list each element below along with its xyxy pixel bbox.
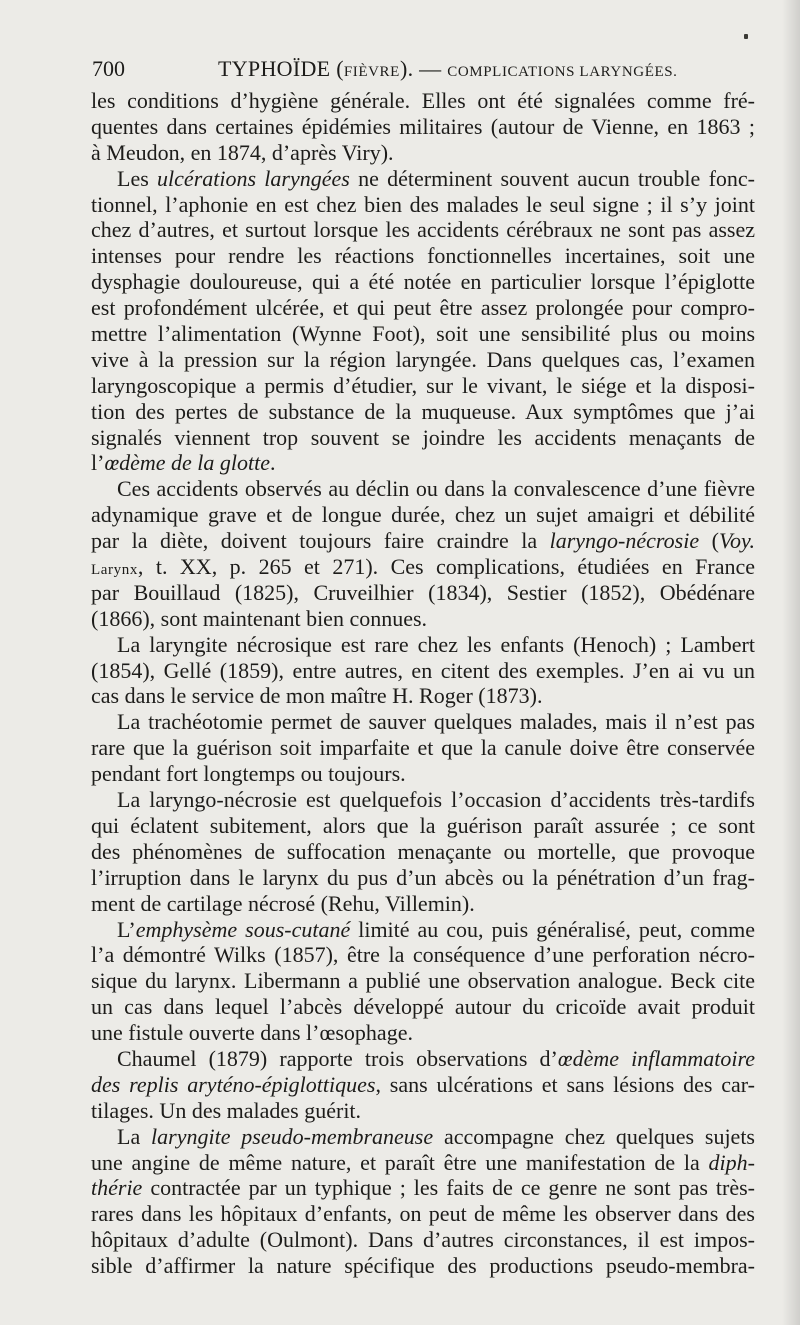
text-line bbox=[91, 917, 755, 943]
text-line: l’irruption dans le larynx du pus d’un abcès ou la pénétration d’un frag- bbox=[91, 864, 755, 890]
text-line: La laryngite nécrosique est rare chez les enfants (Henoch) ; Lambert bbox=[117, 631, 755, 657]
running-title-separator: ). — bbox=[399, 56, 448, 81]
text-line: tilages. Un des malades guérit. bbox=[91, 1097, 362, 1123]
italic-term: ulcérations laryngées bbox=[157, 165, 350, 191]
text-line: (1866), sont maintenant bien connues. bbox=[91, 605, 428, 631]
text-line: hôpitaux d’adulte (Oulmont). Dans d’autres circonstances, il est impos- bbox=[91, 1227, 755, 1253]
text-run: par la diète, doivent toujours faire craindre la bbox=[91, 528, 550, 554]
text-line bbox=[91, 554, 755, 580]
text-line: les conditions d’hygiène générale. Elles ont été signalées comme fré- bbox=[91, 88, 755, 113]
italic-term: œdème inflammatoire bbox=[557, 1045, 756, 1071]
text-line: signalés viennent trop souvent se joindre les accidents menaçants de bbox=[91, 424, 755, 450]
text-run: , t. XX, p. 265 et 271). Ces complications, étudiées en France bbox=[137, 554, 755, 580]
text-line: rares dans les hôpitaux d’enfants, on peut de même les observer dans des bbox=[91, 1201, 755, 1227]
text-line: qui éclatent subitement, alors que la guérison paraît assurée ; ce sont bbox=[91, 812, 755, 838]
text-line bbox=[91, 1150, 755, 1176]
text-run: , sans ulcérations et sans lésions des car- bbox=[375, 1071, 755, 1097]
text-line: ment de cartilage nécrosé (Rehu, Villemin). bbox=[91, 890, 475, 916]
text-line: (1854), Gellé (1859), entre autres, en citent des exemples. J’en ai vu un bbox=[91, 657, 755, 683]
text-run: Les bbox=[117, 165, 158, 191]
text-line: La trachéotomie permet de sauver quelques malades, mais il n’est pas bbox=[117, 709, 755, 735]
page-number: 700 bbox=[92, 56, 125, 81]
text-run: ( bbox=[699, 528, 719, 554]
text-line: adynamique grave et de longue durée, chez un sujet amaigri et débilité bbox=[91, 502, 755, 528]
text-line bbox=[91, 1175, 755, 1201]
text-line: rare que la guérison soit imparfaite et que la canule doive être conservée bbox=[91, 735, 755, 761]
text-run: accompagne chez quelques sujets bbox=[433, 1123, 755, 1149]
text-line: par Bouillaud (1825), Cruveilhier (1834), Sestier (1852), Obédénare bbox=[91, 579, 755, 605]
text-line: Ces accidents observés au déclin ou dans la convalescence d’une fièvre bbox=[117, 476, 755, 502]
text-line: pendant fort longtemps ou toujours. bbox=[91, 761, 406, 787]
text-line bbox=[91, 450, 755, 476]
text-run: Chaumel (1879) rapporte trois observations d’ bbox=[117, 1045, 558, 1071]
ink-speck bbox=[744, 34, 748, 39]
text-line: à Meudon, en 1874, d’après Viry). bbox=[91, 139, 394, 165]
text-line: sible d’affirmer la nature spécifique des productions pseudo-membra- bbox=[91, 1253, 755, 1279]
text-line: intenses pour rendre les réactions fonctionnelles incertaines, soit une bbox=[91, 243, 755, 269]
running-header bbox=[92, 54, 756, 84]
text-run: l’ bbox=[91, 450, 105, 476]
text-run: L’ bbox=[117, 916, 136, 942]
text-line: est profondément ulcérée, et qui peut être assez prolongée pour compro- bbox=[91, 295, 755, 321]
italic-term: diph- bbox=[708, 1149, 755, 1175]
small-caps-term: Larynx bbox=[91, 562, 138, 579]
text-line: laryngoscopique a permis d’étudier, sur le vivant, le siége et la disposi- bbox=[91, 372, 755, 398]
text-line: La laryngo-nécrosie est quelquefois l’occasion d’accidents très-tardifs bbox=[117, 787, 755, 813]
italic-term: thérie bbox=[91, 1175, 143, 1201]
body-text bbox=[91, 88, 755, 1279]
text-run: une angine de même nature, et paraît être une manifestation de la bbox=[91, 1149, 709, 1175]
running-title-fievre: FIÈVRE bbox=[343, 64, 400, 80]
page-edge-shadow bbox=[782, 0, 800, 1325]
running-title bbox=[218, 54, 678, 87]
text-line bbox=[91, 1124, 755, 1150]
text-run: contractée par un typhique ; les faits de ce genre ne sont pas très- bbox=[142, 1175, 755, 1201]
text-line: quentes dans certaines épidémies militaires (autour de Vienne, en 1863 ; bbox=[91, 113, 755, 139]
text-line: tion des pertes de substance de la muqueuse. Aux symptômes que j’ai bbox=[91, 398, 755, 424]
text-line: un cas dans lequel l’abcès développé autour du cricoïde avait produit bbox=[91, 994, 755, 1020]
italic-term: laryngite pseudo-membraneuse bbox=[151, 1123, 434, 1149]
text-run: La bbox=[117, 1123, 152, 1149]
text-line: sique du larynx. Libermann a publié une observation analogue. Beck cite bbox=[91, 968, 755, 994]
text-line: vive à la pression sur la région laryngée. Dans quelques cas, l’examen bbox=[91, 346, 755, 372]
text-line bbox=[91, 166, 755, 192]
italic-term: laryngo-nécrosie bbox=[549, 528, 700, 554]
italic-term: œdème de la glotte bbox=[104, 450, 271, 476]
text-run: . bbox=[270, 450, 276, 476]
italic-term: emphysème sous-cutané bbox=[135, 916, 351, 942]
running-title-section: COMPLICATIONS LARYNGÉES. bbox=[447, 64, 678, 80]
text-line: cas dans le service de mon maître H. Roger (1873). bbox=[91, 683, 543, 709]
text-line bbox=[91, 1072, 755, 1098]
italic-term: des replis aryténo-épiglottiques bbox=[91, 1071, 376, 1097]
text-line bbox=[91, 528, 755, 554]
text-line: une fistule ouverte dans l’œsophage. bbox=[91, 1020, 413, 1046]
text-line: dysphagie douloureuse, qui a été notée en particulier lorsque l’épiglotte bbox=[91, 269, 755, 295]
text-line: chez d’autres, et surtout lorsque les accidents cérébraux ne sont pas assez bbox=[91, 217, 755, 243]
italic-term: Voy. bbox=[718, 528, 755, 554]
text-line: des phénomènes de suffocation menaçante ou mortelle, que provoque bbox=[91, 838, 755, 864]
text-run: limité au cou, puis généralisé, peut, comme bbox=[350, 916, 755, 942]
text-line: tionnel, l’aphonie en est chez bien des malades le seul signe ; il s’y joint bbox=[91, 191, 755, 217]
text-run: ne déterminent souvent aucun trouble fonc- bbox=[349, 165, 755, 191]
text-line bbox=[91, 1046, 755, 1072]
text-line: mettre l’alimentation (Wynne Foot), soit une sensibilité plus ou moins bbox=[91, 321, 755, 347]
text-line: l’a démontré Wilks (1857), être la conséquence d’une perforation nécro- bbox=[91, 942, 755, 968]
running-title-main: TYPHOÏDE ( bbox=[218, 56, 344, 81]
